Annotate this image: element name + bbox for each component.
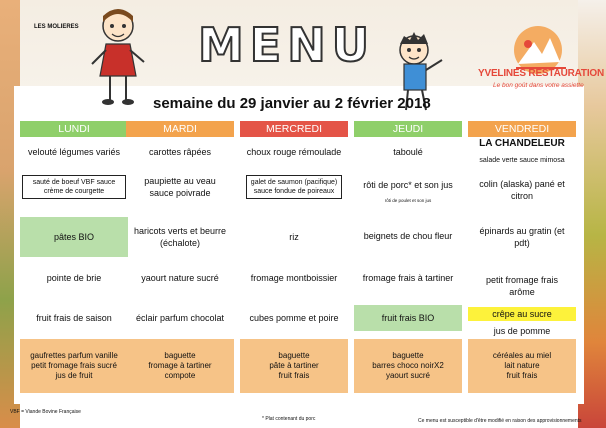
- menu-title: MENU: [198, 18, 376, 72]
- yvelines-restauration-logo: [478, 24, 604, 110]
- gouter-item: compote: [164, 371, 196, 380]
- footer-vbf-note: VBF = Viande Bovine Française: [10, 409, 81, 415]
- gouter-item: jus de fruit: [55, 371, 93, 380]
- gouter-item: céréales au miel: [492, 351, 552, 360]
- menu-item-dessert: éclair parfum chocolat: [135, 313, 225, 323]
- footer-supply-note: Ce menu est susceptible d'être modifié en raison des approvisionnements: [418, 418, 582, 424]
- gouter-box: [240, 339, 348, 393]
- menu-item-entree: salade verte sauce mimosa: [479, 156, 565, 164]
- gouter-item: lait nature: [504, 361, 540, 370]
- gouter-item: fruit frais: [278, 371, 310, 380]
- day-column-lundi: [20, 121, 128, 394]
- day-header: MERCREDI: [240, 121, 348, 137]
- school-name: LES MOLIERES: [34, 24, 79, 30]
- gouter-item: fromage à tartiner: [148, 361, 212, 370]
- day-column-vendredi: [468, 121, 576, 394]
- menu-item-entree: carottes râpées: [148, 147, 212, 157]
- menu-item-plat-alternative: rôti de poulet et son jus: [384, 198, 432, 203]
- menu-item-entree: taboulé: [393, 147, 423, 157]
- logo-name: YVELINES RESTAURATION: [478, 68, 604, 79]
- menu-item-accompagnement: beignets de chou fleur: [363, 231, 453, 241]
- gouter-item: fruit frais: [506, 371, 538, 380]
- gouter-box: [354, 339, 462, 393]
- day-column-jeudi: [354, 121, 462, 394]
- logo-tagline: Le bon goût dans votre assiette: [493, 82, 584, 89]
- menu-item-entree: choux rouge rémoulade: [246, 147, 342, 157]
- gouter-item: petit fromage frais sucré: [31, 361, 117, 370]
- day-column-mercredi: [240, 121, 348, 394]
- gouter-item: barres choco noirX2: [372, 361, 444, 370]
- menu-item-fromage: yaourt nature sucré: [141, 273, 219, 283]
- menu-item-accompagnement: épinards au gratin (et pdt): [479, 226, 565, 248]
- girl-cartoon-icon: [88, 4, 148, 108]
- day-header: LUNDI: [20, 121, 128, 137]
- menu-item-fromage: fromage frais à tartiner: [362, 273, 454, 283]
- day-column-mardi: [126, 121, 234, 394]
- menu-item-fromage: fromage montboissier: [250, 273, 338, 283]
- gouter-item: yaourt sucré: [385, 371, 431, 380]
- menu-item-plat: rôti de porc* et son jus: [363, 180, 453, 190]
- day-header: JEUDI: [354, 121, 462, 137]
- gouter-item: baguette: [164, 351, 196, 360]
- gouter-item: pâte à tartiner: [269, 361, 319, 370]
- day-header: VENDREDI: [468, 121, 576, 137]
- day-header: MARDI: [126, 121, 234, 137]
- menu-item-plat: paupiette au veau sauce poivrade: [144, 176, 216, 198]
- gouter-box: [468, 339, 576, 393]
- gouter-item: baguette: [392, 351, 424, 360]
- menu-item-accompagnement: haricots verts et beurre (échalote): [133, 226, 227, 248]
- menu-item-boisson: jus de pomme: [493, 326, 551, 336]
- menu-item-dessert: fruit frais de saison: [36, 313, 112, 323]
- menu-item-accompagnement: riz: [289, 232, 299, 242]
- menu-item-accompagnement: pâtes BIO: [20, 217, 128, 257]
- menu-item-dessert: cubes pomme et poire: [249, 313, 339, 323]
- menu-item-dessert: crêpe au sucre: [468, 307, 576, 321]
- menu-item-fromage: petit fromage frais arôme: [485, 275, 559, 297]
- gouter-item: gaufrettes parfum vanille: [30, 351, 118, 360]
- footer-porc-note: * Plat contenant du porc: [262, 416, 316, 422]
- menu-item-fromage: pointe de brie: [46, 273, 102, 283]
- week-heading: semaine du 29 janvier au 2 février 2018: [153, 95, 431, 112]
- menu-item-plat: colin (alaska) pané et citron: [479, 179, 565, 201]
- gouter-box: [126, 339, 234, 393]
- gouter-item: baguette: [278, 351, 310, 360]
- menu-item-entree: velouté légumes variés: [27, 147, 121, 157]
- menu-item-plat: sauté de boeuf VBF sauce crème de courgette: [22, 175, 126, 199]
- gouter-box: [20, 339, 128, 393]
- theme-label: LA CHANDELEUR: [479, 138, 565, 149]
- menu-item-dessert: fruit frais BIO: [354, 305, 462, 331]
- menu-item-plat: galet de saumon (pacifique) sauce fondue de poireaux: [246, 175, 342, 199]
